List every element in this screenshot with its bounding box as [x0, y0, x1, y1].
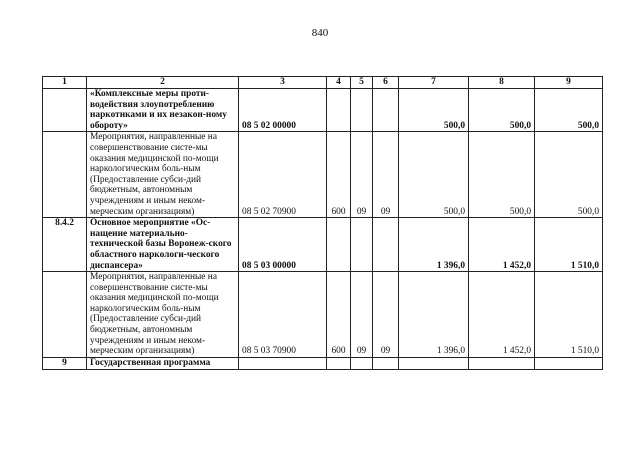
row-value-8: 1 452,0 — [469, 272, 535, 358]
column-header: 3 — [239, 77, 327, 89]
row-col4: 600 — [327, 132, 351, 218]
row-col6 — [373, 357, 399, 369]
table-row — [43, 89, 603, 132]
row-value-8: 500,0 — [469, 89, 535, 132]
row-value-7: 1 396,0 — [399, 218, 469, 272]
column-header: 9 — [535, 77, 603, 89]
row-name: «Комплексные меры проти-водействия злоупотреблению наркотиками и их незакон-ному обороту» — [87, 89, 239, 132]
row-value-8: 1 452,0 — [469, 218, 535, 272]
row-name: Мероприятия, направленные на совершенствование систе-мы оказания медицинской по-мощи наркологическим боль-ным (Предоставление субси-дий бюджетным, автономным учреждениям и иным неком-мерческим организациям) — [87, 272, 239, 358]
column-header: 4 — [327, 77, 351, 89]
row-code — [239, 357, 327, 369]
row-col5: 09 — [351, 272, 373, 358]
row-value-9: 1 510,0 — [535, 218, 603, 272]
row-number: 8.4.2 — [43, 218, 87, 272]
row-value-9: 500,0 — [535, 132, 603, 218]
row-number — [43, 272, 87, 358]
table-row — [43, 272, 603, 358]
row-col5: 09 — [351, 132, 373, 218]
table-row — [43, 132, 603, 218]
row-value-9 — [535, 357, 603, 369]
row-code: 08 5 02 00000 — [239, 89, 327, 132]
row-col5 — [351, 89, 373, 132]
row-name: Основное мероприятие «Ос-нащение материально-технической базы Воронеж-ского областного наркологи-ческого диспансера» — [87, 218, 239, 272]
row-number — [43, 89, 87, 132]
row-col4: 600 — [327, 272, 351, 358]
row-col4 — [327, 89, 351, 132]
column-header: 1 — [43, 77, 87, 89]
row-col4 — [327, 218, 351, 272]
row-col6: 09 — [373, 132, 399, 218]
row-name: Мероприятия, направленные на совершенствование систе-мы оказания медицинской по-мощи наркологическим боль-ным (Предоставление субси-дий бюджетным, автономным учреждениям и иным неком-мерческим организациям) — [87, 132, 239, 218]
row-value-7: 1 396,0 — [399, 272, 469, 358]
row-col5 — [351, 357, 373, 369]
page-number: 840 — [311, 27, 329, 39]
row-number — [43, 132, 87, 218]
table-row — [43, 218, 603, 272]
row-value-8: 500,0 — [469, 132, 535, 218]
row-col4 — [327, 357, 351, 369]
row-code: 08 5 03 70900 — [239, 272, 327, 358]
row-col6: 09 — [373, 272, 399, 358]
table-header-row — [43, 77, 603, 89]
row-value-7 — [399, 357, 469, 369]
column-header: 7 — [399, 77, 469, 89]
row-code: 08 5 02 70900 — [239, 132, 327, 218]
row-value-9: 500,0 — [535, 89, 603, 132]
row-value-8 — [469, 357, 535, 369]
table-row — [43, 357, 603, 369]
row-col5 — [351, 218, 373, 272]
row-number: 9 — [43, 357, 87, 369]
column-header: 2 — [87, 77, 239, 89]
row-col6 — [373, 89, 399, 132]
column-header: 8 — [469, 77, 535, 89]
row-col6 — [373, 218, 399, 272]
row-value-7: 500,0 — [399, 132, 469, 218]
row-value-9: 1 510,0 — [535, 272, 603, 358]
row-code: 08 5 03 00000 — [239, 218, 327, 272]
column-header: 5 — [351, 77, 373, 89]
budget-table — [42, 76, 603, 370]
column-header: 6 — [373, 77, 399, 89]
row-value-7: 500,0 — [399, 89, 469, 132]
row-name: Государственная программа — [87, 357, 239, 369]
